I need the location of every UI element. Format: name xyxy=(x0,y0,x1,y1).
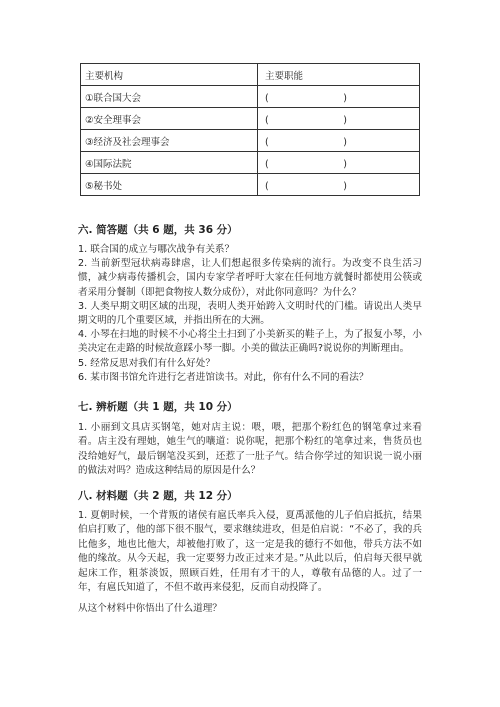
section8-title: 八. 材料题（共 2 题，共 12 分） xyxy=(78,490,238,502)
open-paren: ( xyxy=(265,137,269,148)
function-blank xyxy=(258,108,420,130)
close-paren: ) xyxy=(343,93,347,104)
organ-name: ③经济及社会理事会 xyxy=(81,130,258,152)
table-row xyxy=(81,108,420,130)
question-item: 2. 当前新型冠状病毒肆虐，让人们想起很多传染病的流行。为改变不良生活习惯，减少病毒传播机会，国内专家学者呼吁大家在任何地方就餐时都使用公筷或者采用分餐制（即把食物按人数分成份），对此你同意吗？为什么？ xyxy=(78,258,422,298)
question-item: 4. 小琴在扫地的时候不小心将尘土扫到了小美新买的鞋子上，为了报复小琴，小美决定在走路的时候故意踩小琴一脚。小美的做法正确吗?说说你的判断理由。 xyxy=(78,329,422,355)
close-paren: ) xyxy=(343,115,347,126)
organ-name: ②安全理事会 xyxy=(81,108,258,130)
organ-name: ①联合国大会 xyxy=(81,86,258,108)
close-paren: ) xyxy=(343,159,347,170)
table-row xyxy=(81,86,420,108)
header-function: 主要职能 xyxy=(258,64,420,86)
organ-name: ⑤秘书处 xyxy=(81,174,258,196)
section8-question: 从这个材料中你悟出了什么道理？ xyxy=(78,603,222,614)
header-organ: 主要机构 xyxy=(81,64,258,86)
question-item: 1. 联合国的成立与哪次战争有关系？ xyxy=(78,244,235,255)
open-paren: ( xyxy=(265,115,269,126)
un-organs-table xyxy=(80,63,420,196)
open-paren: ( xyxy=(265,93,269,104)
section7-question: 1. 小丽到文具店买钢笔，她对店主说：喂，喂，把那个粉红色的钢笔拿过来看看。店主没有理她，她生气的嚷道：说你呢，把那个粉红的笔拿过来，售货员也没给她好气，最后钢笔没买到，还惹了一肚子气。结合你学过的知识说一说小丽的做法对吗？造成这种结局的原因是什么？ xyxy=(78,422,422,477)
close-paren: ) xyxy=(343,137,347,148)
question-item: 5. 经常反思对我们有什么好处？ xyxy=(78,357,215,369)
close-paren: ) xyxy=(343,181,347,192)
question-item: 3. 人类早期文明区域的出现，表明人类开始跨入文明时代的门槛。请说出人类早期文明的几个重要区域，并指出所在的大洲。 xyxy=(78,300,422,327)
function-blank xyxy=(258,152,420,174)
section6-question-list xyxy=(78,243,422,385)
table-row xyxy=(81,152,420,174)
section8-material: 1. 夏朝时候，一个背叛的诸侯有扈氏率兵入侵，夏禹派他的儿子伯启抵抗，结果伯启打败了，他的部下很不服气，要求继续进攻，但是伯启说：“不必了，我的兵比他多，地也比他大，却被他打败了，这一定是我的德行不如他，带兵方法不如他的缘故。从今天起，我一定要努力改正过来才是。”从此以后，伯启每天很早就起床工作，粗茶淡饭，照顾百姓，任用有才干的人，尊敬有品德的人。过了一年，有扈氏知道了，不但不敢再来侵犯，反而自动投降了。 xyxy=(78,510,422,594)
section6-title: 六. 简答题（共 6 题，共 36 分） xyxy=(78,224,238,236)
table-header-row xyxy=(81,64,420,86)
question-item: 6. 某市图书馆允许进行乞者进馆读书。对此，你有什么不同的看法？ xyxy=(78,371,369,383)
open-paren: ( xyxy=(265,181,269,192)
section7-title: 七. 辨析题（共 1 题，共 10 分） xyxy=(78,401,238,413)
open-paren: ( xyxy=(265,159,269,170)
table-row xyxy=(81,174,420,196)
table-row xyxy=(81,130,420,152)
function-blank xyxy=(258,174,420,196)
organ-name: ④国际法院 xyxy=(81,152,258,174)
function-blank xyxy=(258,130,420,152)
function-blank xyxy=(258,86,420,108)
